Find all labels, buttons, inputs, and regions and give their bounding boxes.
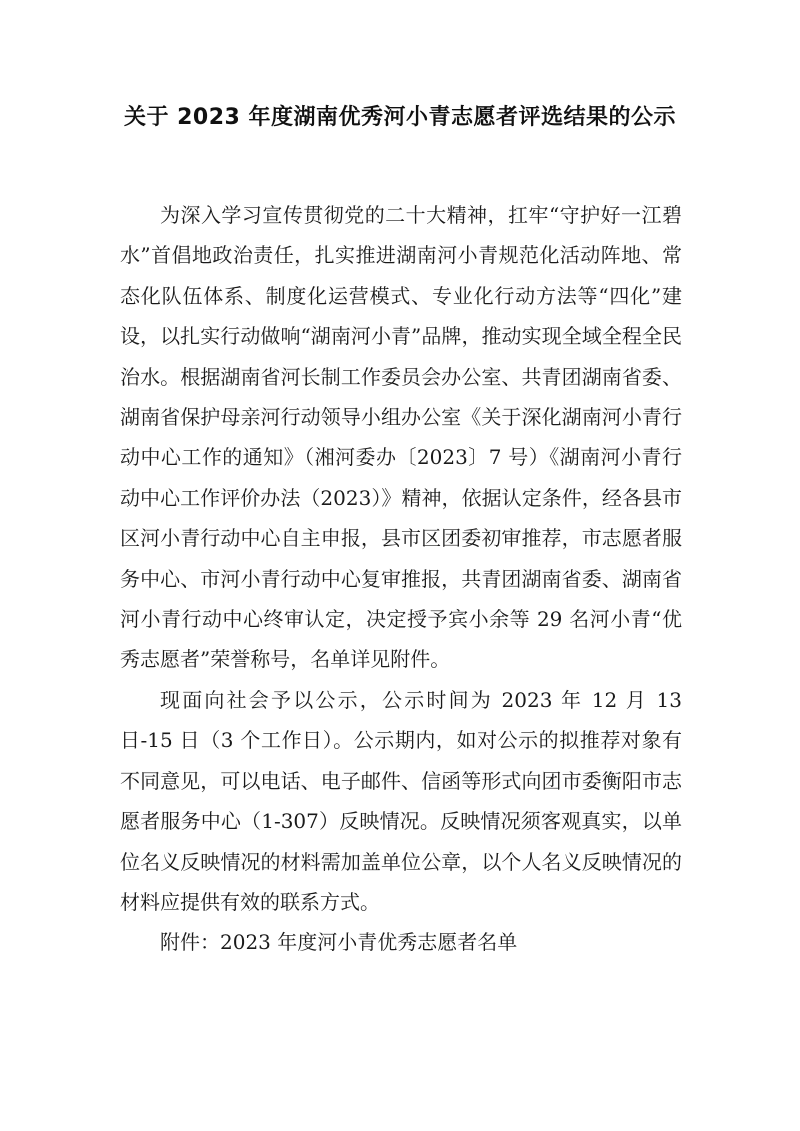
paragraph-attachment: 附件：2023 年度河小青优秀志愿者名单 [160, 930, 518, 955]
paragraph-notice: 现面向社会予以公示，公示时间为 2023 年 12 月 13 日-15 日（3 个工作日）。公示期内，如对公示的拟推荐对象有不同意见，可以电话、电子邮件、信函等形式向团市委衡阳市志愿者服务中心（1-307）反映情况。反映情况须客观真实，以单位名义反映情况的材料需加盖单位公章，以个人名义反映情况的材料应提供有效的联系方式。 [120, 687, 682, 914]
document-body [120, 195, 682, 963]
document-title: 关于 2023 年度湖南优秀河小青志愿者评选结果的公示 [123, 105, 677, 130]
paragraph-intro: 为深入学习宣传贯彻党的二十大精神，扛牢“守护好一江碧水”首倡地政治责任，扎实推进湖南河小青规范化活动阵地、常态化队伍体系、制度化运营模式、专业化行动方法等“四化”建设，以扎实行动做响“湖南河小青”品牌，推动实现全域全程全民治水。根据湖南省河长制工作委员会办公室、共青团湖南省委、湖南省保护母亲河行动领导小组办公室《关于深化湖南河小青行动中心工作的通知》（湘河委办〔2023〕7 号）《湖南河小青行动中心工作评价办法（2023）》精神，依据认定条件，经各县市区河小青行动中心自主申报，县市区团委初审推荐，市志愿者服务中心、市河小青行动中心复审推报，共青团湖南省委、湖南省河小青行动中心终审认定，决定授予宾小余等 29 名河小青“优秀志愿者”荣誉称号，名单详见附件。 [120, 203, 682, 672]
